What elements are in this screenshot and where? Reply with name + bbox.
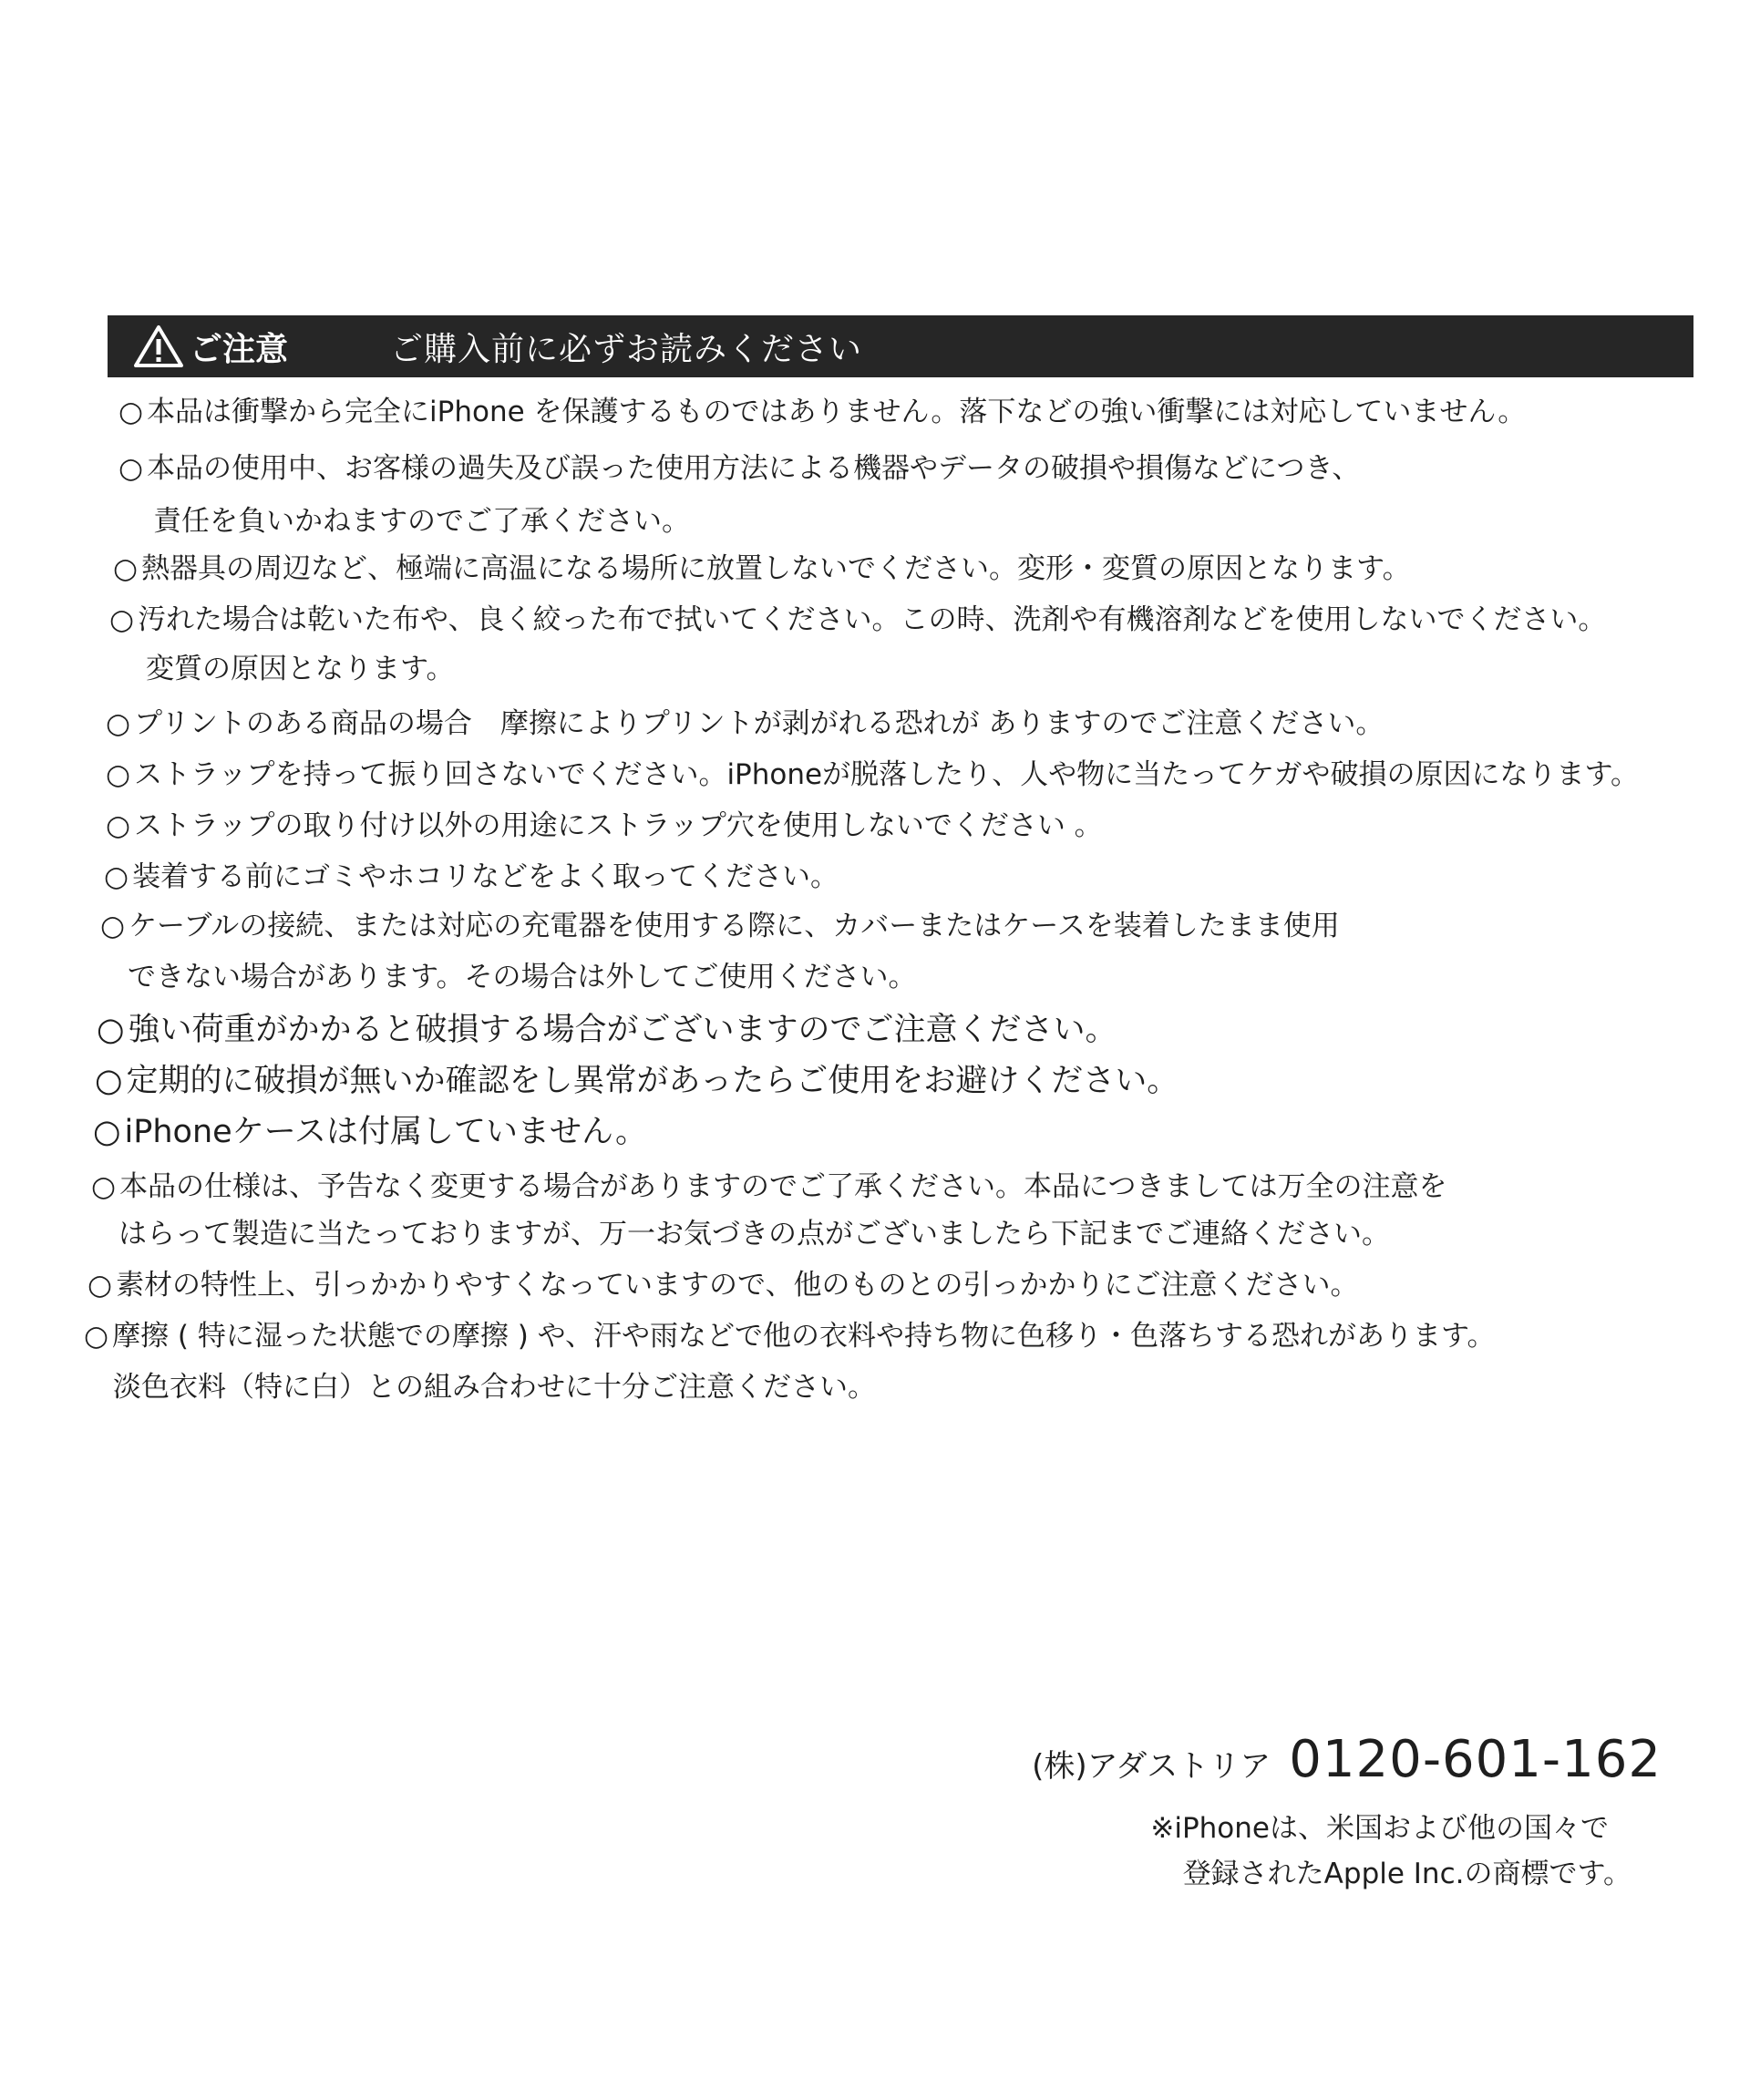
- notice-item-8: ○ 装着する前にゴミやホコリなどをよく取ってください。: [104, 860, 839, 893]
- notice-item-2-cont: 責任を負いかねますのでご了承ください。: [153, 505, 690, 538]
- notice-item-3: ○ 熱器具の周辺など、極端に高温になる場所に放置しないでください。変形・変質の原因となります。: [113, 552, 1411, 585]
- notice-item-13: ○ 本品の仕様は、予告なく変更する場合がありますのでご了承ください。本品につきましては万全の注意を: [91, 1170, 1447, 1203]
- notice-item-4: ○ 汚れた場合は乾いた布や、良く絞った布で拭いてください。この時、洗剤や有機溶剤などを使用しないでください。: [109, 603, 1607, 636]
- notice-item-15: ○ 摩擦 ( 特に湿った状態での摩擦 ) や、汗や雨などで他の衣料や持ち物に色移り・色落ちする恐れがあります。: [84, 1320, 1496, 1353]
- header-title: ご注意: [190, 330, 289, 368]
- notice-item-9: ○ ケーブルの接続、または対応の充電器を使用する際に、カバーまたはケースを装着したまま使用: [100, 910, 1340, 942]
- phone-number: 0120-601-162: [1289, 1730, 1662, 1789]
- notice-item-1: ○ 本品は衝撃から完全にiPhone を保護するものではありません。落下などの強い衝撃には対応していません。: [118, 396, 1527, 428]
- notice-item-7: ○ ストラップの取り付け以外の用途にストラップ穴を使用しないでください 。: [106, 809, 1103, 842]
- notice-item-14: ○ 素材の特性上、引っかかりやすくなっていますので、他のものとの引っかかりにご注意ください。: [88, 1269, 1359, 1302]
- notice-item-11: ○ 定期的に破損が無いか確認をし異常があったらご使用をお避けください。: [95, 1063, 1179, 1099]
- trademark-line-2: 登録されたApple Inc.の商標です。: [1182, 1858, 1632, 1890]
- notice-item-2: ○ 本品の使用中、お客様の過失及び誤った使用方法による機器やデータの破損や損傷などにつき、: [118, 452, 1361, 485]
- notice-item-6: ○ ストラップを持って振り回さないでください。iPhoneが脱落したり、人や物に当たってケガや破損の原因になります。: [106, 758, 1639, 791]
- notice-item-13-cont: はらって製造に当たっておりますが、万一お気づきの点がございましたら下記までご連絡ください。: [118, 1218, 1390, 1251]
- notice-item-4-cont: 変質の原因となります。: [146, 653, 455, 685]
- notice-item-10: ○ 強い荷重がかかると破損する場合がございますのでご注意ください。: [97, 1012, 1117, 1048]
- notice-item-12: ○ iPhoneケースは付属していません。: [93, 1114, 648, 1150]
- notice-item-5: ○ プリントのある商品の場合 摩擦によりプリントが剥がれる恐れが ありますのでご注意ください。: [106, 707, 1385, 740]
- header-subtitle: ご購入前に必ずお読みください: [390, 330, 863, 368]
- contact-info: [1032, 1730, 1662, 1789]
- trademark-line-1: ※iPhoneは、米国および他の国々で: [1150, 1812, 1609, 1845]
- notice-item-9-cont: できない場合があります。その場合は外してご使用ください。: [128, 961, 917, 993]
- notice-item-15-cont: 淡色衣料（特に白）との組み合わせに十分ご注意ください。: [113, 1371, 876, 1404]
- company-name: (株)アダストリア: [1032, 1748, 1271, 1785]
